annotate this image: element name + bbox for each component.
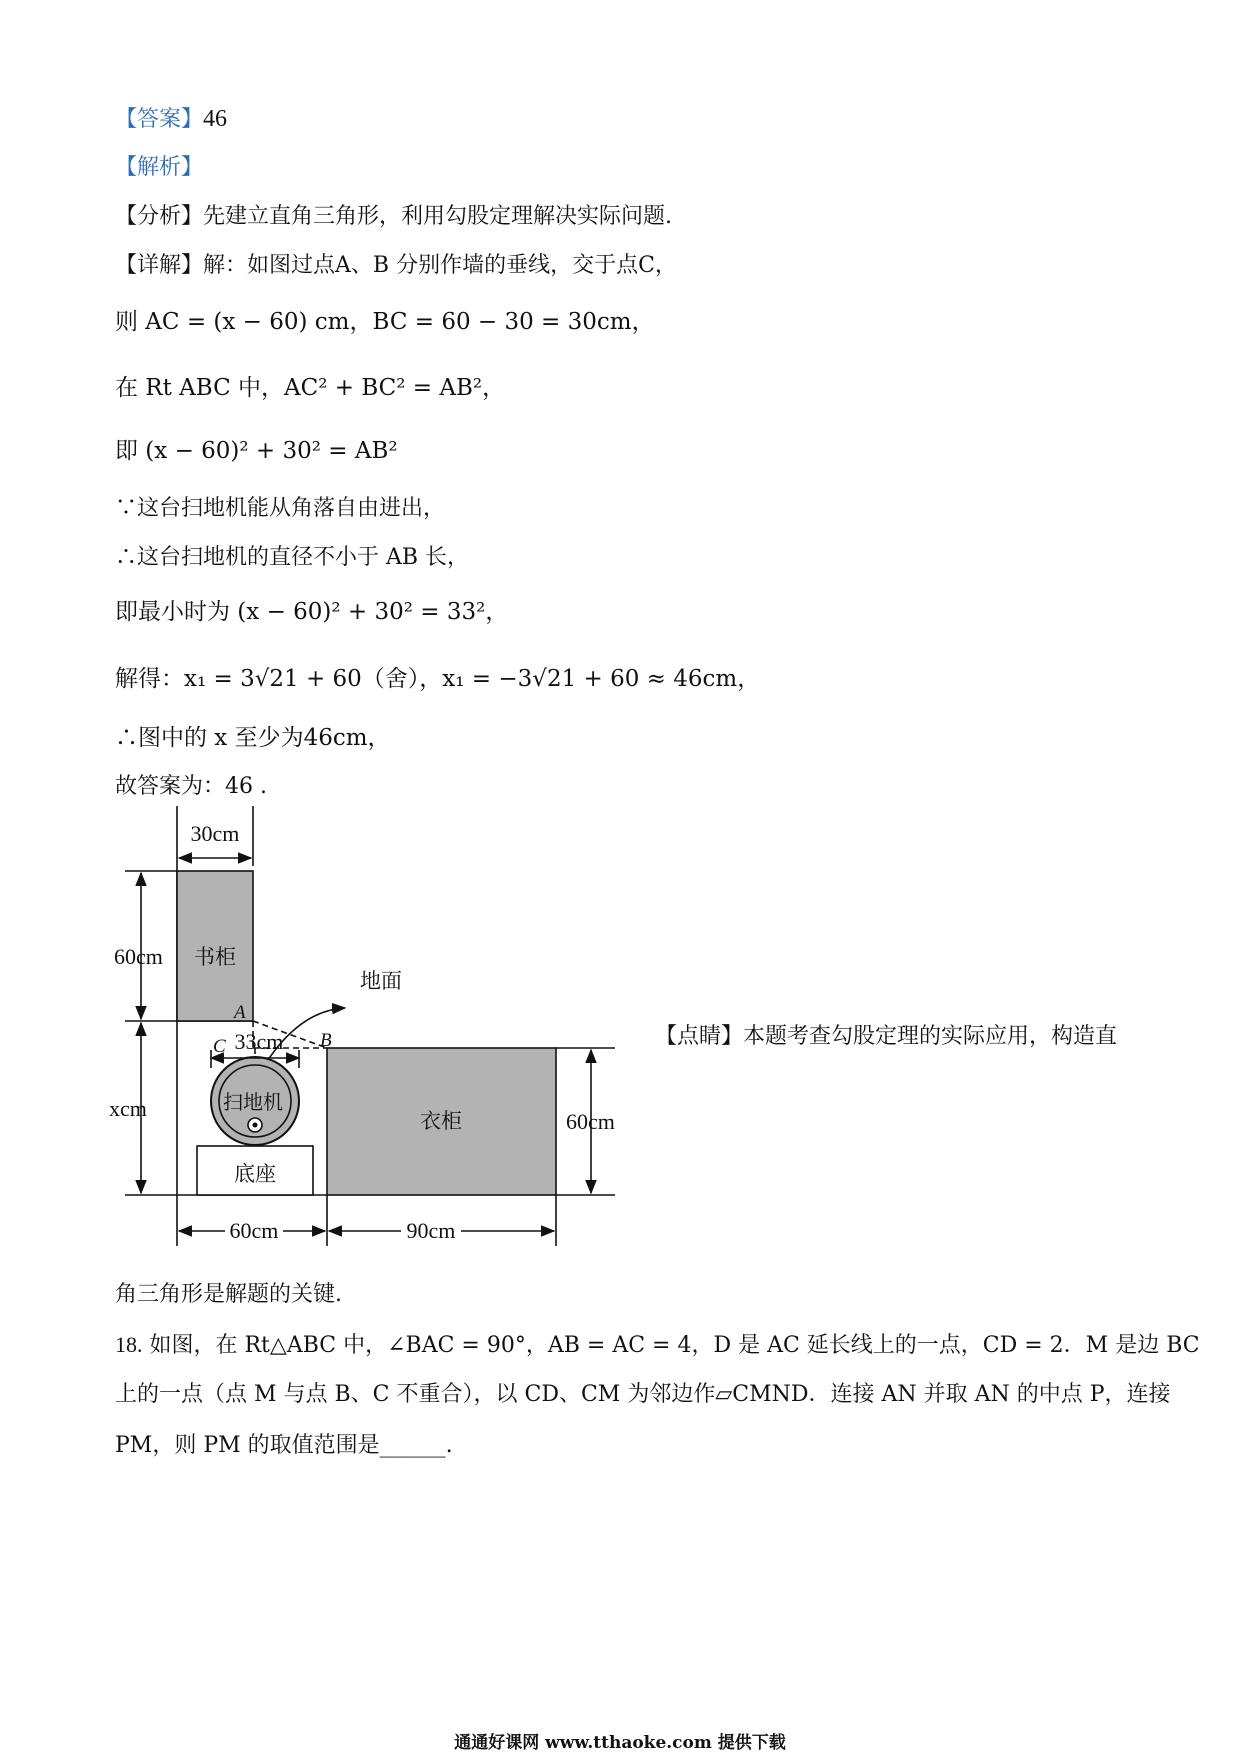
label-point-c: C [213, 1036, 226, 1057]
fenxi-tag: 【分析】 [115, 204, 204, 229]
q18-line-2: 上的一点（点 M 与点 B、C 不重合），以 CD、CM 为邻边作▱CMND．连接 AN 并取 AN 的中点 P，连接 [115, 1382, 1171, 1407]
step-3: 即 (x − 60)² + 30² = AB² [115, 438, 398, 464]
step-4: ∵这台扫地机能从角落自由进出， [115, 496, 446, 521]
room-figure [109, 806, 645, 1266]
answer-value: 46 [203, 106, 228, 132]
label-point-b: B [320, 1030, 332, 1051]
label-bottom-right: 90cm [406, 1218, 456, 1243]
fenxi-text: 先建立直角三角形，利用勾股定理解决实际问题. [203, 204, 673, 229]
label-base: 底座 [234, 1162, 276, 1186]
footer: 通通好课网 www.tthaoke.com 提供下载 [454, 1733, 786, 1753]
label-floor: 地面 [360, 969, 402, 993]
step-6: 即最小时为 (x − 60)² + 30² = 33²， [115, 599, 509, 625]
xiangjie-text: 解：如图过点A、B 分别作墙的垂线，交于点C， [203, 253, 677, 278]
step-1: 则 AC = (x − 60) cm，BC = 60 − 30 = 30cm， [115, 309, 655, 335]
fenxi-line [115, 202, 672, 232]
label-bottom-left: 60cm [229, 1218, 279, 1243]
xiangjie-line [115, 251, 677, 281]
dianjing-text-2: 角三角形是解题的关键. [115, 1282, 342, 1307]
q18-text-1: 如图，在 Rt△ABC 中，∠BAC = 90°，AB = AC = 4，D 是 AC 延长线上的一点，CD = 2．M 是边 BC [149, 1333, 1200, 1358]
answer-tag: 【答案】 [115, 107, 204, 132]
q18-line-3: PM，则 PM 的取值范围是______. [115, 1433, 453, 1458]
label-diameter: 33cm [234, 1029, 284, 1054]
label-top-width: 30cm [190, 821, 240, 846]
robot-dot [253, 1123, 258, 1128]
answer-line [115, 104, 227, 135]
dianjing-tag: 【点睛】 [655, 1024, 744, 1049]
step-7: 解得：x₁ = 3√21 + 60（舍），x₁ = −3√21 + 60 ≈ 46cm， [115, 666, 761, 692]
step-8: ∴图中的 x 至少为46cm， [115, 725, 391, 751]
xiangjie-tag: 【详解】 [115, 253, 204, 278]
label-x-height: xcm [109, 1096, 147, 1121]
label-bookcase: 书柜 [194, 945, 236, 969]
dianjing-text-1: 本题考查勾股定理的实际应用，构造直 [743, 1024, 1118, 1049]
label-wardrobe: 衣柜 [420, 1109, 462, 1133]
step-9: 故答案为：46 . [115, 774, 267, 799]
label-robot: 扫地机 [223, 1090, 283, 1114]
step-2: 在 Rt ABC 中，AC² + BC² = AB²， [115, 375, 506, 401]
q18-line-1 [115, 1330, 1200, 1361]
label-point-a: A [234, 1002, 246, 1023]
label-wardrobe-height: 60cm [566, 1109, 615, 1134]
dianjing-line [655, 1022, 1117, 1052]
analysis-tag: 【解析】 [115, 155, 204, 180]
label-bookcase-height: 60cm [114, 944, 163, 969]
q18-number: 18. [115, 1332, 143, 1357]
step-5: ∴这台扫地机的直径不小于 AB 长， [115, 545, 470, 570]
